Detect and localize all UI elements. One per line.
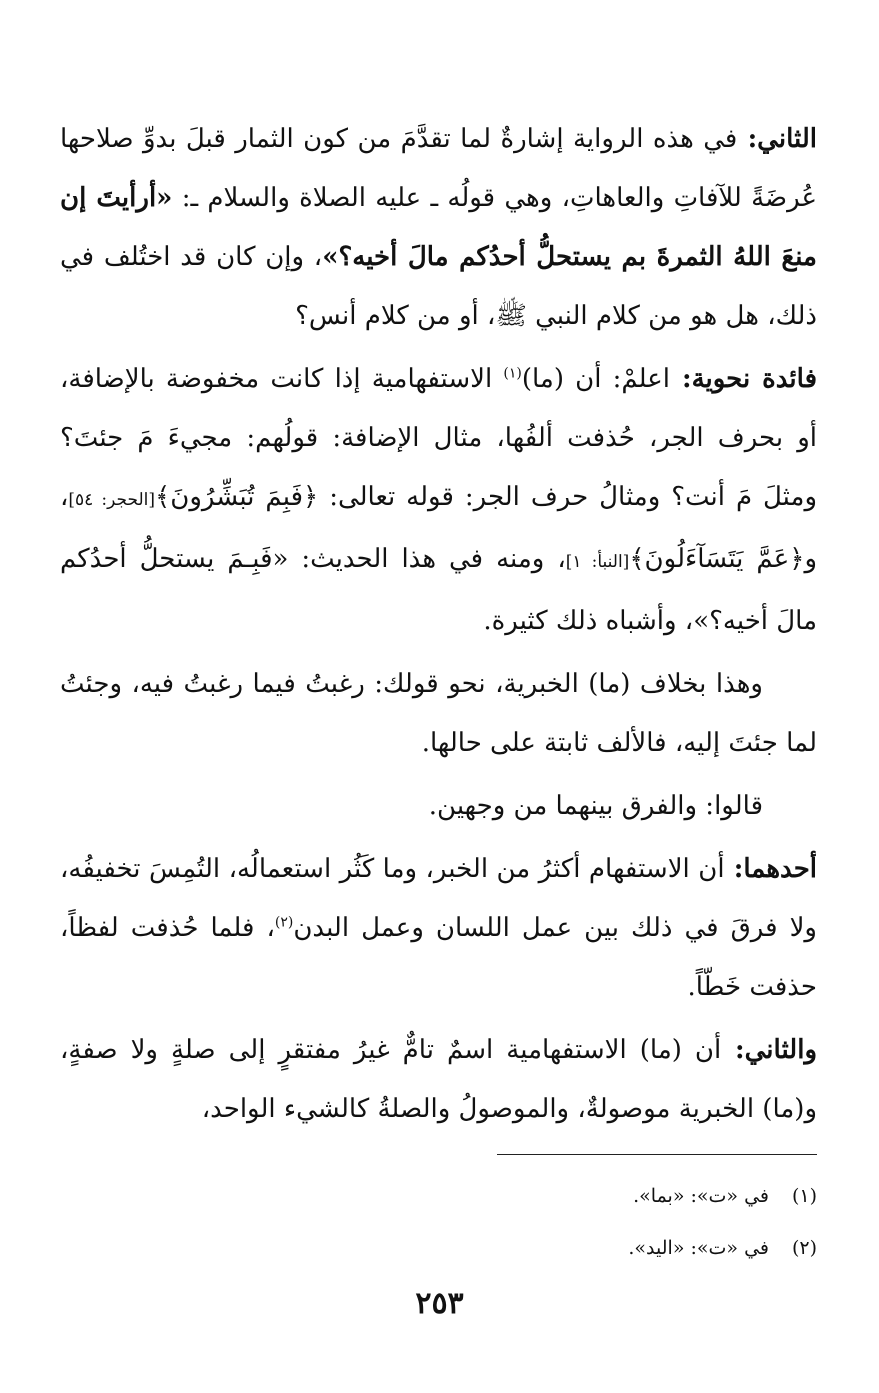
paragraph-lead: فائدة نحوية:: [670, 364, 817, 394]
paragraph-text: اعلمْ: أن (ما): [521, 364, 671, 394]
paragraph-second-reason: [60, 1021, 817, 1139]
paragraph-text: ، فلما حُذفت لفظاً، حذفت خَطّاً.: [60, 913, 817, 1002]
footnotes: [60, 1170, 817, 1274]
paragraph-text: في هذه الرواية إشارةٌ لما تقدَّمَ من كون الثمار قبلَ بدوِّ صلاحها عُرضَةً للآفاتِ والعاهاتِ، وهي قولُه ـ عليه الصلاة والسلام ـ:: [60, 124, 817, 213]
footnote-text: في «ت»: «بما».: [633, 1185, 769, 1207]
paragraph-text-tail: ، وإن كان قد اختُلف في ذلك، هل هو من كلام النبي ﷺ، أو من كلام أنس؟: [60, 242, 817, 331]
paragraph-second-note: [60, 110, 817, 346]
hadith-quote: «أرأيتَ إن منعَ اللهُ الثمرةَ بم يستحلُّ أحدُكم مالَ أخيه؟»: [60, 183, 817, 272]
paragraph-lead: الثاني:: [737, 124, 817, 154]
footnote-ref[interactable]: (١): [503, 365, 522, 382]
footnote-text: في «ت»: «اليد».: [628, 1237, 769, 1259]
footnote-ref[interactable]: (٢): [274, 914, 294, 931]
paragraph-text: قالوا: والفرق بينهما من وجهين.: [428, 791, 763, 821]
paragraph-lead: والثاني:: [721, 1035, 817, 1065]
paragraph-grammar-note: [60, 350, 817, 651]
page-number: ٢٥٣: [415, 1286, 464, 1321]
paragraph-text: ، ومنه في هذا الحديث: «فَبِـمَ يستحلُّ أحدُكم مالَ أخيه؟»، وأشباه ذلك كثيرة.: [60, 544, 817, 636]
paragraph-difference: [60, 777, 817, 836]
paragraph-lead: أحدهما:: [724, 854, 817, 884]
paragraph-text: ، و: [60, 482, 818, 574]
footnote-number: (٢): [791, 1237, 817, 1259]
paragraph-first-reason: [60, 840, 817, 1017]
footnote-item: [60, 1222, 817, 1274]
quran-citation: [الحجر: ٥٤]: [68, 490, 155, 510]
footnote-item: [60, 1170, 817, 1222]
paragraph-text: وهذا بخلاف (ما) الخبرية، نحو قولك: رغبتُ فيما رغبتُ فيه، وجئتُ لما جئتَ إليه، فالألف ثابتة على حالها.: [60, 669, 817, 758]
paragraph-text: الاستفهامية إذا كانت مخفوضة بالإضافة، أو بحرف الجر، حُذفت ألفُها، مثال الإضافة: قولُهم: مجيءَ مَ جئتَ؟ ومثلَ مَ أنت؟ ومثالُ حرف الجر: قوله تعالى:: [60, 364, 817, 512]
footnote-number: (١): [791, 1185, 817, 1207]
quran-citation: [النبأ: ١]: [565, 552, 630, 572]
quran-quote: ﴿عَمَّ يَتَسَآءَلُونَ﴾: [629, 544, 805, 574]
paragraph-text: أن الاستفهام أكثرُ من الخبر، وما كَثُر استعمالُه، التُمِسَ تخفيفُه، ولا فرقَ في ذلك بين عمل اللسان وعمل البدن: [60, 854, 817, 943]
paragraph-khabariya: [60, 655, 817, 773]
paragraph-text: أن (ما) الاستفهامية اسمٌ تامٌّ غيرُ مفتقرٍ إلى صلةٍ ولا صفةٍ، و(ما) الخبرية موصولةٌ، والموصولُ والصلةُ كالشيء الواحد،: [60, 1035, 817, 1124]
footnote-divider: [497, 1154, 817, 1155]
quran-quote: ﴿فَبِمَ تُبَشِّرُونَ﴾: [154, 482, 319, 512]
